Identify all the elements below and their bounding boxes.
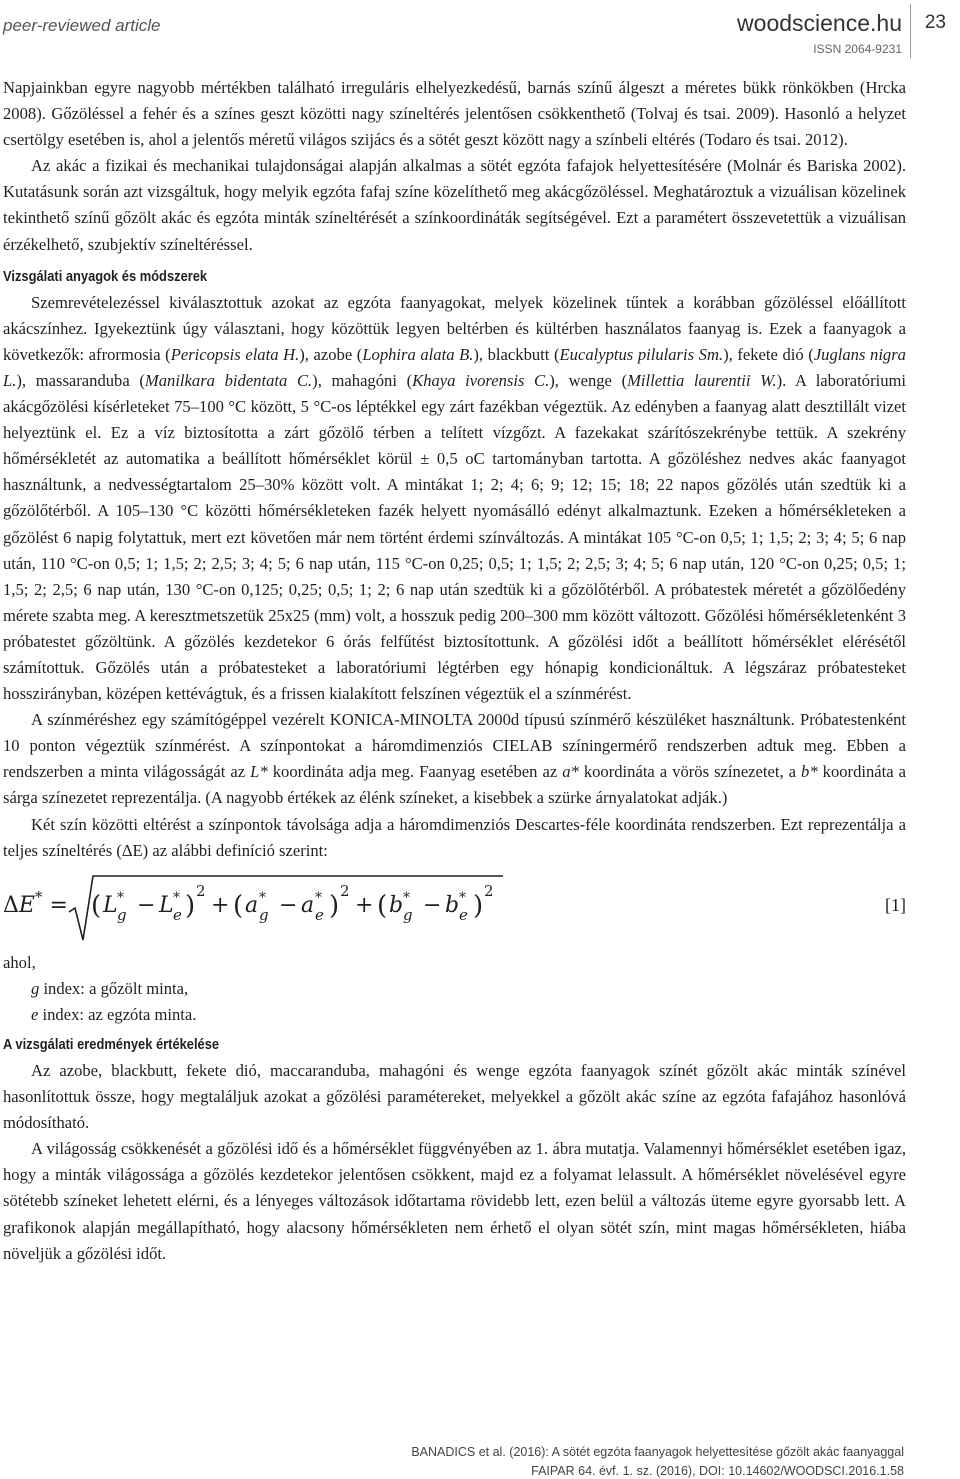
equation-delta-e (3, 868, 906, 950)
delta-e-formula (3, 868, 523, 950)
svg-text:b: b (389, 892, 404, 918)
svg-text:−: − (279, 892, 298, 918)
svg-text:*: * (117, 889, 124, 906)
paragraph-colour-difference: Két szín közötti eltérést a színpontok távolsága adja a háromdimenziós Descartes-féle koordináta rendszerben. Ezt reprezentálja a teljes színeltérés (ΔE) az alábbi definíció szerint: (3, 814, 906, 860)
paragraph-colour-measurement: A színméréshez egy számítógéppel vezérelt KONICA-MINOLTA 2000d típusú színmérő készüléket használtunk. Próbatestenként 10 ponton végeztük színmérést. A színpontokat a háromdimenziós CIELAB színingermérő rendszerben adtuk meg. Ebben a rendszerben a minta világosságát az L* koordináta adja meg. Faanyag esetében az a* koordináta a vörös színezetet, a b* koordináta a sárga színezetet reprezentálja. (A nagyobb értékek az élénk színeket, a kisebbek a szürke árnyalatokat adják.) (3, 710, 907, 808)
paragraph-aim: Az akác a fizikai és mechanikai tulajdonságai alapján alkalmas a sötét egzóta fafajok helyettesítésére (Molnár és Bariska 2002). Kutatásunk során azt vizsgáltuk, hogy melyik egzóta fafaj színe közelíthető meg akácgőzöléssel. Meghatároztuk a vizuálisan közelinek tekinthető színű gőzölt akác és egzóta minták színeltérését a színkoordináták segítségével. Ezt a paramétert összevetettük a vizuálisan érzékelhető, szubjektív színeltéréssel. (3, 156, 906, 254)
svg-text:b: b (445, 892, 460, 918)
svg-text:e: e (315, 905, 324, 924)
svg-text:(: ( (233, 890, 244, 921)
svg-text:): ) (473, 890, 484, 921)
svg-text:L: L (103, 892, 118, 918)
page-number: 23 (924, 12, 946, 33)
species-name: Lophira alata B. (362, 344, 474, 364)
footer-doi: FAIPAR 64. évf. 1. sz. (2016), DOI: 10.14602/WOODSCI.2016.1.58 (531, 1464, 904, 1478)
where-label: ahol, (3, 952, 36, 972)
svg-text:*: * (315, 889, 322, 906)
svg-text:L: L (159, 892, 174, 918)
section-heading-results: A vizsgálati eredmények értékelése (3, 1036, 220, 1053)
definition-g: g index: a gőzölt minta, (31, 978, 189, 998)
equation-number: [1] (885, 894, 906, 915)
article-body (3, 75, 906, 1267)
issn-label: ISSN 2064-9231 (813, 42, 902, 56)
svg-text:*: * (259, 889, 266, 906)
svg-text:(: ( (91, 890, 102, 921)
svg-text:e: e (459, 905, 468, 924)
svg-text:2: 2 (340, 881, 350, 900)
definitions (3, 950, 906, 1028)
svg-text:(: ( (377, 890, 388, 921)
species-name: Juglans nigra L. (3, 344, 906, 390)
svg-text:ΔE* =: ΔE* = (3, 887, 68, 918)
footer-citation: BANADICS et al. (2016): A sötét egzóta faanyagok helyettesítése gőzölt akác faanyaggal (411, 1445, 904, 1459)
svg-text:+: + (211, 892, 230, 918)
species-name: Pericopsis elata H. (170, 344, 300, 364)
svg-text:*: * (459, 889, 466, 906)
svg-text:−: − (423, 892, 442, 918)
journal-site-link[interactable]: woodscience.hu (737, 10, 902, 36)
paragraph-results-1: Az azobe, blackbutt, fekete dió, maccaranduba, mahagóni és wenge egzóta faanyagok színét gőzölt akác minták színével hasonlítottuk össze, hogy megtaláljuk azokat a gőzölési paramétereket, melyekkel a gőzölt akác színe az egzóta fafajához hasonlóvá módosítható. (3, 1061, 906, 1133)
species-name: Khaya ivorensis C. (412, 370, 550, 390)
svg-text:*: * (173, 889, 180, 906)
svg-text:g: g (403, 905, 413, 924)
article-type-label: peer-reviewed article (3, 16, 161, 35)
species-name: Millettia laurentii W. (627, 370, 777, 390)
svg-text:): ) (185, 890, 196, 921)
section-heading-materials: Vizsgálati anyagok és módszerek (3, 267, 208, 285)
svg-text:): ) (329, 890, 340, 921)
species-name: Manilkara bidentata C. (144, 370, 313, 390)
definition-e: e index: az egzóta minta. (31, 1004, 197, 1024)
svg-text:a: a (245, 892, 259, 918)
svg-text:g: g (117, 905, 127, 924)
paragraph-results-2: A világosság csökkenését a gőzölési idő és a hőmérséklet függvényében az 1. ábra mutatja. Valamennyi hőmérséklet esetében igaz, hogy a minták világossága a gőzölés kezdetekor jelentősen csökkent, majd ez a folyamat lelassult. A hőmérséklet növelésével egyre sötétebb színeket lehetett elérni, és a lényeges változások időtartama rövidebb lett, ezen belül a változás üteme egyre gyorsabb lett. A grafikonok alapján megállapítható, hogy alacsony hőmérsékleten nem érhető el olyan sötét szín, mint magas hőmérsékleten, hiába növeljük a gőzölési időt. (3, 1139, 906, 1263)
svg-text:2: 2 (196, 881, 206, 900)
svg-text:+: + (355, 892, 374, 918)
paragraph-intro: Napjainkban egyre nagyobb mértékben található irreguláris elhelyezkedésű, barnás színű álgeszt a méretes bükk rönkökben (Hrcka 2008). Gőzöléssel a fehér és a színes geszt közötti nagy színeltérés jelentősen csökkenthető (Tolvaj és tsai. 2009). Hasonló a helyzet csertölgy esetében is, ahol a jelentős méretű világos szijács és a sötét geszt között nagy a színbeli eltérés (Todaro és tsai. 2012). (3, 78, 906, 150)
svg-text:e: e (173, 905, 182, 924)
paragraph-materials: Szemrevételezéssel kiválasztottuk azokat az egzóta faanyagokat, melyek közelinek tűntek a korábban gőzöléssel előállított akácszínhez. Igyekeztünk úgy választani, hogy közöttük legyen beltérben és kültérben használatos faanyag is. Ezek a faanyagok a következők: afrormosia (Pericopsis elata H.), azobe (Lophira alata B.), blackbutt (Eucalyptus pilularis Sm.), fekete dió (Juglans nigra L.), massaranduba (Manilkara bidentata C.), mahagóni (Khaya ivorensis C.), wenge (Millettia laurentii W.). A laboratóriumi akácgőzölési kísérleteket 75–100 °C között, 5 °C-os léptékkel egy zárt fazékban végeztük. Az edényben a faanyag alatt desztillált vizet helyeztünk el. Ez a víz biztosította a zárt gőzölő térben a telített vízgőzt. A fazekakat szárítószekrénybe tettük. A szekrény hőmérsékletét az automatika a beállított hőmérséklet körül ± 0,5 oC tartományban tartotta. A gőzöléshez nedves akác faanyagot használtunk, a nedvességtartalom 25–30% között volt. A mintákat 1; 2; 4; 6; 9; 12; 15; 18; 22 napos gőzölés után szedtük ki a gőzölőtérből. A 105–130 °C közötti hőmérsékleteken fazék helyett nyomásálló edényt alkalmaztunk. Ezeken a hőmérsékleteken a gőzölést 6 napig folytattuk, mert ezt követően már nem történt érdemi színváltozás. A mintákat 105 °C-on 0,5; 1; 1,5; 2; 3; 4; 5; 6 nap után, 110 °C-on 0,5; 1; 1,5; 2; 2,5; 3; 4; 5; 6 nap után, 115 °C-on 0,25; 0,5; 1; 1,5; 2; 2,5; 3; 4; 5; 6 nap után, 120 °C-on 0,25; 0,5; 1; 1,5; 2; 2,5; 6 nap után, 130 °C-on 0,125; 0,25; 0,5; 1; 2; 6 nap után szedtük ki a gőzölőtérből. A próbatestek méretét a gőzölőedény mérete szabta meg. A keresztmetszetük 25x25 (mm) volt, a hosszuk pedig 200–300 mm között változott. Gőzölési hőmérsékletenként 3 próbatestet gőzöltünk. A gőzölés kezdetekor 6 órás felfűtést biztosítottunk. A gőzölési időt a beállított hőmérséklet elérésétől számítottuk. Gőzölés után a próbatesteket a laboratóriumi légtérben egy hónapig kondicionáltuk. A légszáraz próbatesteket hosszirányban, középen kettévágtuk, és a frissen kialakított felszínen végeztük el a színmérést. (3, 292, 907, 704)
species-name: Eucalyptus pilularis Sm. (559, 344, 724, 364)
svg-text:2: 2 (484, 881, 494, 900)
svg-text:*: * (403, 889, 410, 906)
svg-text:g: g (259, 905, 269, 924)
header-divider (910, 4, 911, 58)
svg-text:−: − (137, 892, 156, 918)
svg-text:a: a (301, 892, 315, 918)
